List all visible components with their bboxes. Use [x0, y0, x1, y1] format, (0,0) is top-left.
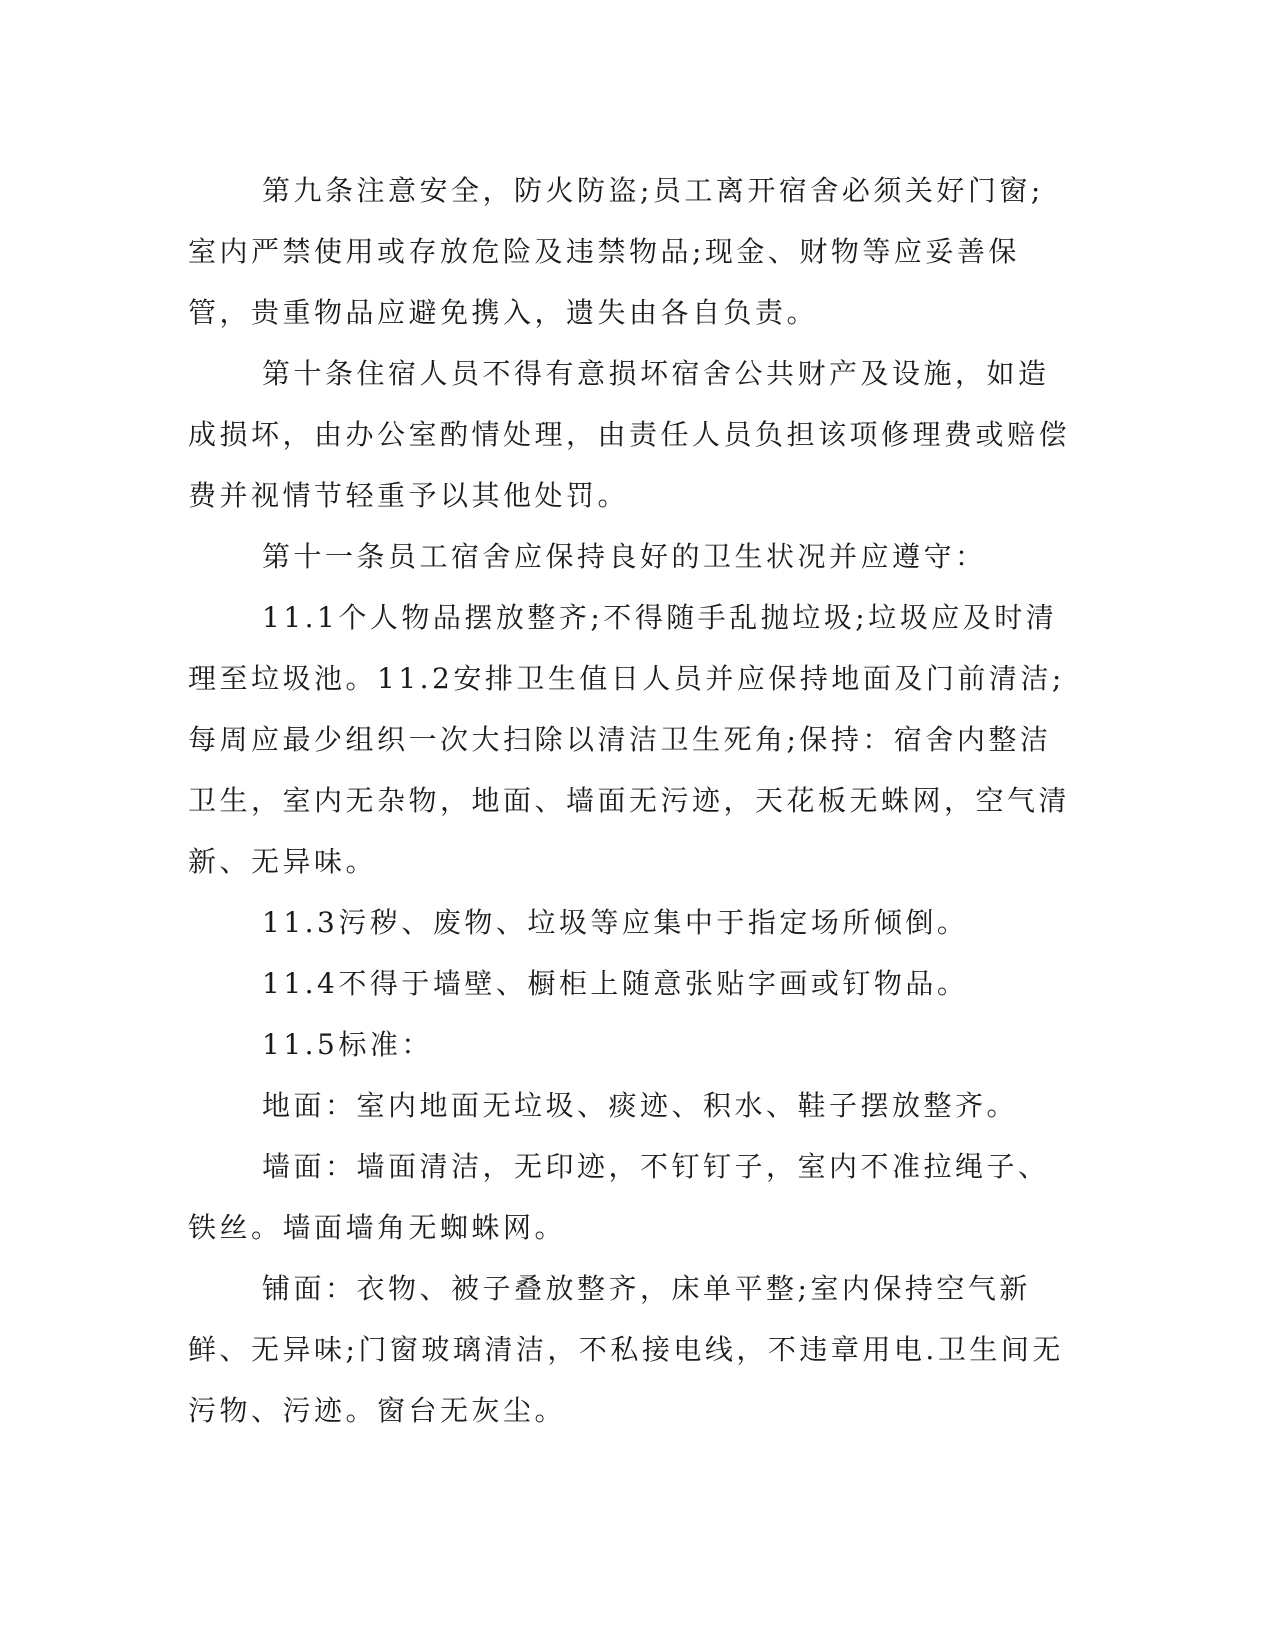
paragraph-article-10: 第十条住宿人员不得有意损坏宿舍公共财产及设施，如造成损坏，由办公室酌情处理，由责任人员负担该项修理费或赔偿费并视情节轻重予以其他处罚。 [188, 357, 1071, 512]
paragraph-11-5: 11.5标准： [262, 1028, 433, 1061]
document-body [188, 160, 1073, 1441]
paragraph-wall-standard: 墙面：墙面清洁，无印迹，不钉钉子，室内不准拉绳子、铁丝。墙面墙角无蜘蛛网。 [188, 1150, 1050, 1244]
paragraph-floor-standard: 地面：室内地面无垃圾、痰迹、积水、鞋子摆放整齐。 [262, 1089, 1019, 1122]
paragraph-11-1-11-2: 11.1个人物品摆放整齐;不得随手乱抛垃圾;垃圾应及时清理至垃圾池。11.2安排卫生值日人员并应保持地面及门前清洁;每周应最少组织一次大扫除以清洁卫生死角;保持：宿舍内整洁卫生，室内无杂物，地面、墙面无污迹，天花板无蛛网，空气清新、无异味。 [188, 601, 1071, 878]
paragraph-11-4: 11.4不得于墙壁、橱柜上随意张贴字画或钉物品。 [262, 967, 969, 1000]
paragraph-article-11: 第十一条员工宿舍应保持良好的卫生状况并应遵守： [262, 540, 987, 573]
paragraph-bed-standard: 铺面：衣物、被子叠放整齐，床单平整;室内保持空气新鲜、无异味;门窗玻璃清洁，不私接电线，不违章用电.卫生间无污物、污迹。窗台无灰尘。 [188, 1272, 1064, 1427]
paragraph-article-9: 第九条注意安全，防火防盗;员工离开宿舍必须关好门窗;室内严禁使用或存放危险及违禁物品;现金、财物等应妥善保管，贵重物品应避免携入，遗失由各自负责。 [188, 174, 1044, 329]
paragraph-11-3: 11.3污秽、废物、垃圾等应集中于指定场所倾倒。 [262, 906, 969, 939]
